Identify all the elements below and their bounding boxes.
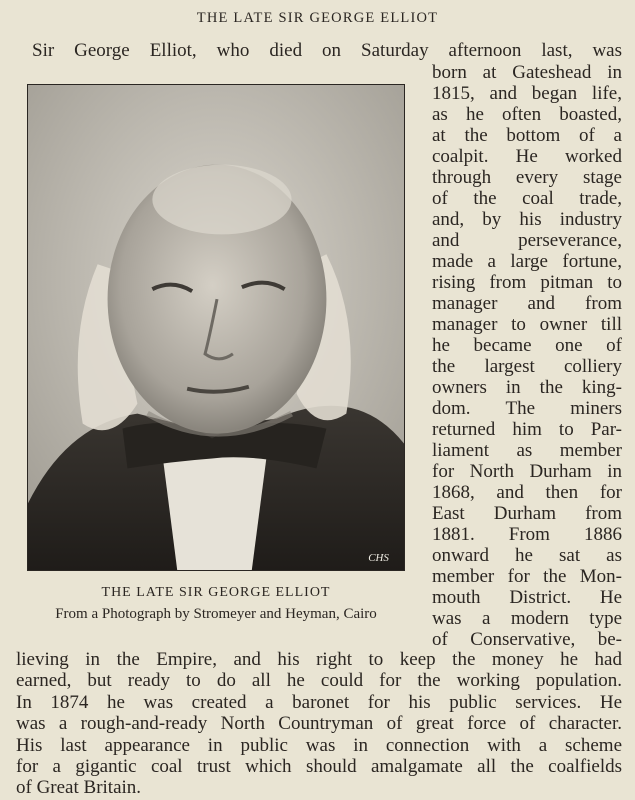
column-line: liament as member — [432, 440, 622, 461]
column-line: onward he sat as — [432, 545, 622, 566]
article-right-column — [432, 62, 622, 650]
column-line: of the coal trade, — [432, 188, 622, 209]
column-line: 1815, and began life, — [432, 83, 622, 104]
column-line: made a large fortune, — [432, 251, 622, 272]
column-line: through every stage — [432, 167, 622, 188]
portrait-engraving — [28, 85, 404, 570]
column-line: member for the Mon- — [432, 566, 622, 587]
body-line: for a gigantic coal trust which should amalgamate all the coalfields — [16, 756, 622, 778]
page-header: THE LATE SIR GEORGE ELLIOT — [196, 10, 439, 26]
column-line: he became one of — [432, 335, 622, 356]
column-line: of Conservative, be- — [432, 629, 622, 650]
column-line: East Durham from — [432, 503, 622, 524]
column-line: was a modern type — [432, 608, 622, 629]
body-line: of Great Britain. — [16, 777, 142, 799]
column-line: rising from pitman to — [432, 272, 622, 293]
portrait-photo — [27, 84, 405, 571]
column-line: returned him to Par- — [432, 419, 622, 440]
column-line: at the bottom of a — [432, 125, 622, 146]
column-line: for North Durham in — [432, 461, 622, 482]
column-line: dom. The miners — [432, 398, 622, 419]
column-line: mouth District. He — [432, 587, 622, 608]
column-line: manager to owner till — [432, 314, 622, 335]
column-line: born at Gateshead in — [432, 62, 622, 83]
column-line: 1868, and then for — [432, 482, 622, 503]
column-line: as he often boasted, — [432, 104, 622, 125]
column-line: and, by his industry — [432, 209, 622, 230]
column-line: and perseverance, — [432, 230, 622, 251]
column-line: manager and from — [432, 293, 622, 314]
body-line: lieving in the Empire, and his right to keep the money he had — [16, 649, 622, 670]
column-line: coalpit. He worked — [432, 146, 622, 167]
photo-caption-title: THE LATE SIR GEORGE ELLIOT — [101, 585, 331, 600]
body-line: His last appearance in public was in connection with a scheme — [16, 734, 622, 756]
artist-signature: CHS — [368, 552, 389, 565]
column-line: owners in the king- — [432, 377, 622, 398]
photo-caption-credit: From a Photograph by Stromeyer and Heyman, Cairo — [55, 606, 377, 622]
body-line: was a rough-and-ready North Countryman of great force of character. — [16, 713, 622, 735]
column-line: the largest colliery — [432, 356, 622, 377]
column-line: 1881. From 1886 — [432, 524, 622, 545]
article-full-width-text — [16, 649, 622, 799]
body-line: In 1874 he was created a baronet for his public services. He — [16, 691, 622, 713]
body-line: earned, but ready to do all he could for the working population. — [16, 670, 622, 692]
article-first-line: Sir George Elliot, who died on Saturday afternoon last, was — [32, 40, 622, 61]
